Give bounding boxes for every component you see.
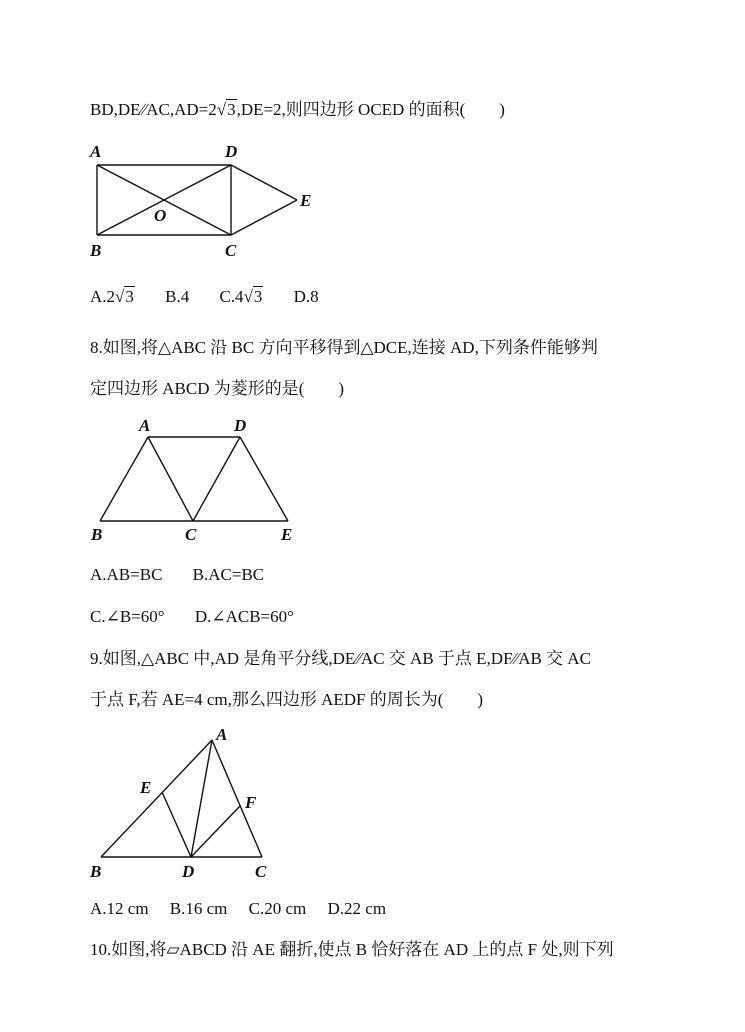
- q7-label-d: D: [225, 142, 238, 161]
- q9-options: [90, 899, 386, 919]
- q7-stem-part-a: BD,DE∕∕AC,AD=2: [90, 100, 217, 119]
- q7-options: [90, 286, 319, 307]
- q10-stem-line-1: 10.如图,将▱ABCD 沿 AE 翻折,使点 B 恰好落在 AD 上的点 F 处,则下列: [90, 940, 614, 959]
- q7-stem-radicand: 3: [227, 100, 236, 119]
- q8-seg-ab: [100, 437, 148, 521]
- q8-label-b: B: [91, 525, 103, 544]
- q8-label-d: D: [234, 416, 247, 435]
- q7-option-a-radicand: 3: [125, 287, 134, 306]
- q9-stem-line-2: 于点 F,若 AE=4 cm,那么四边形 AEDF 的周长为( ): [90, 690, 484, 709]
- q7-label-c: C: [225, 241, 237, 260]
- q7-option-a-text: A.2: [90, 287, 116, 306]
- q9-option-a[interactable]: A.12 cm: [90, 899, 149, 918]
- q7-option-c-text: C.4: [219, 287, 244, 306]
- q7-label-e: E: [300, 191, 312, 210]
- q8-figure: [85, 412, 310, 547]
- q7-seg-de: [231, 165, 297, 200]
- q9-label-f: F: [245, 793, 257, 812]
- q8-seg-de: [240, 437, 288, 521]
- q9-option-b[interactable]: B.16 cm: [169, 899, 228, 918]
- q9-seg-ed: [162, 792, 191, 857]
- q7-label-a: A: [90, 142, 102, 161]
- q8-seg-ac: [148, 437, 193, 521]
- sqrt-symbol: √3: [115, 287, 134, 306]
- sqrt-symbol: √3: [243, 287, 263, 306]
- q7-option-d[interactable]: D.8: [293, 287, 319, 306]
- q7-seg-ce: [231, 200, 297, 235]
- q7-option-c[interactable]: [219, 286, 263, 307]
- q7-option-b[interactable]: B.4: [165, 287, 190, 306]
- q9-option-c[interactable]: C.20 cm: [248, 899, 307, 918]
- q7-label-b: B: [90, 241, 102, 260]
- q8-label-e: E: [281, 525, 293, 544]
- q8-options-row-2: [90, 607, 294, 627]
- q8-seg-dc: [193, 437, 240, 521]
- q8-options-row-1: [90, 565, 264, 585]
- q9-seg-ab: [101, 740, 212, 857]
- q9-seg-ad: [191, 740, 212, 857]
- q9-label-e: E: [140, 778, 152, 797]
- q7-stem-part-b: ,DE=2,则四边形 OCED 的面积( ): [236, 100, 505, 119]
- q7-stem: [90, 100, 505, 120]
- q9-option-d[interactable]: D.22 cm: [327, 899, 387, 918]
- q9-label-a: A: [216, 725, 228, 744]
- q8-option-b[interactable]: B.AC=BC: [192, 565, 265, 584]
- q7-option-a[interactable]: [90, 286, 135, 307]
- q9-label-d: D: [182, 862, 195, 881]
- sqrt-symbol: √3: [216, 100, 236, 119]
- q8-label-c: C: [185, 525, 197, 544]
- q7-label-o: O: [154, 206, 167, 225]
- q8-stem-line-2: 定四边形 ABCD 为菱形的是( ): [90, 379, 345, 398]
- q8-option-c[interactable]: C.∠B=60°: [90, 607, 165, 626]
- q7-option-c-radicand: 3: [253, 287, 263, 306]
- q8-label-a: A: [139, 416, 151, 435]
- q8-option-a[interactable]: A.AB=BC: [90, 565, 163, 584]
- q9-stem-line-1: 9.如图,△ABC 中,AD 是角平分线,DE∕∕AC 交 AB 于点 E,DF∕∕AB 交 AC: [90, 649, 591, 668]
- q9-label-b: B: [90, 862, 102, 881]
- q8-option-d[interactable]: D.∠ACB=60°: [194, 607, 294, 626]
- q9-figure: [85, 722, 285, 887]
- q9-label-c: C: [255, 862, 267, 881]
- q8-stem-line-1: 8.如图,将△ABC 沿 BC 方向平移得到△DCE,连接 AD,下列条件能够判: [90, 338, 598, 357]
- q7-figure: [85, 138, 325, 263]
